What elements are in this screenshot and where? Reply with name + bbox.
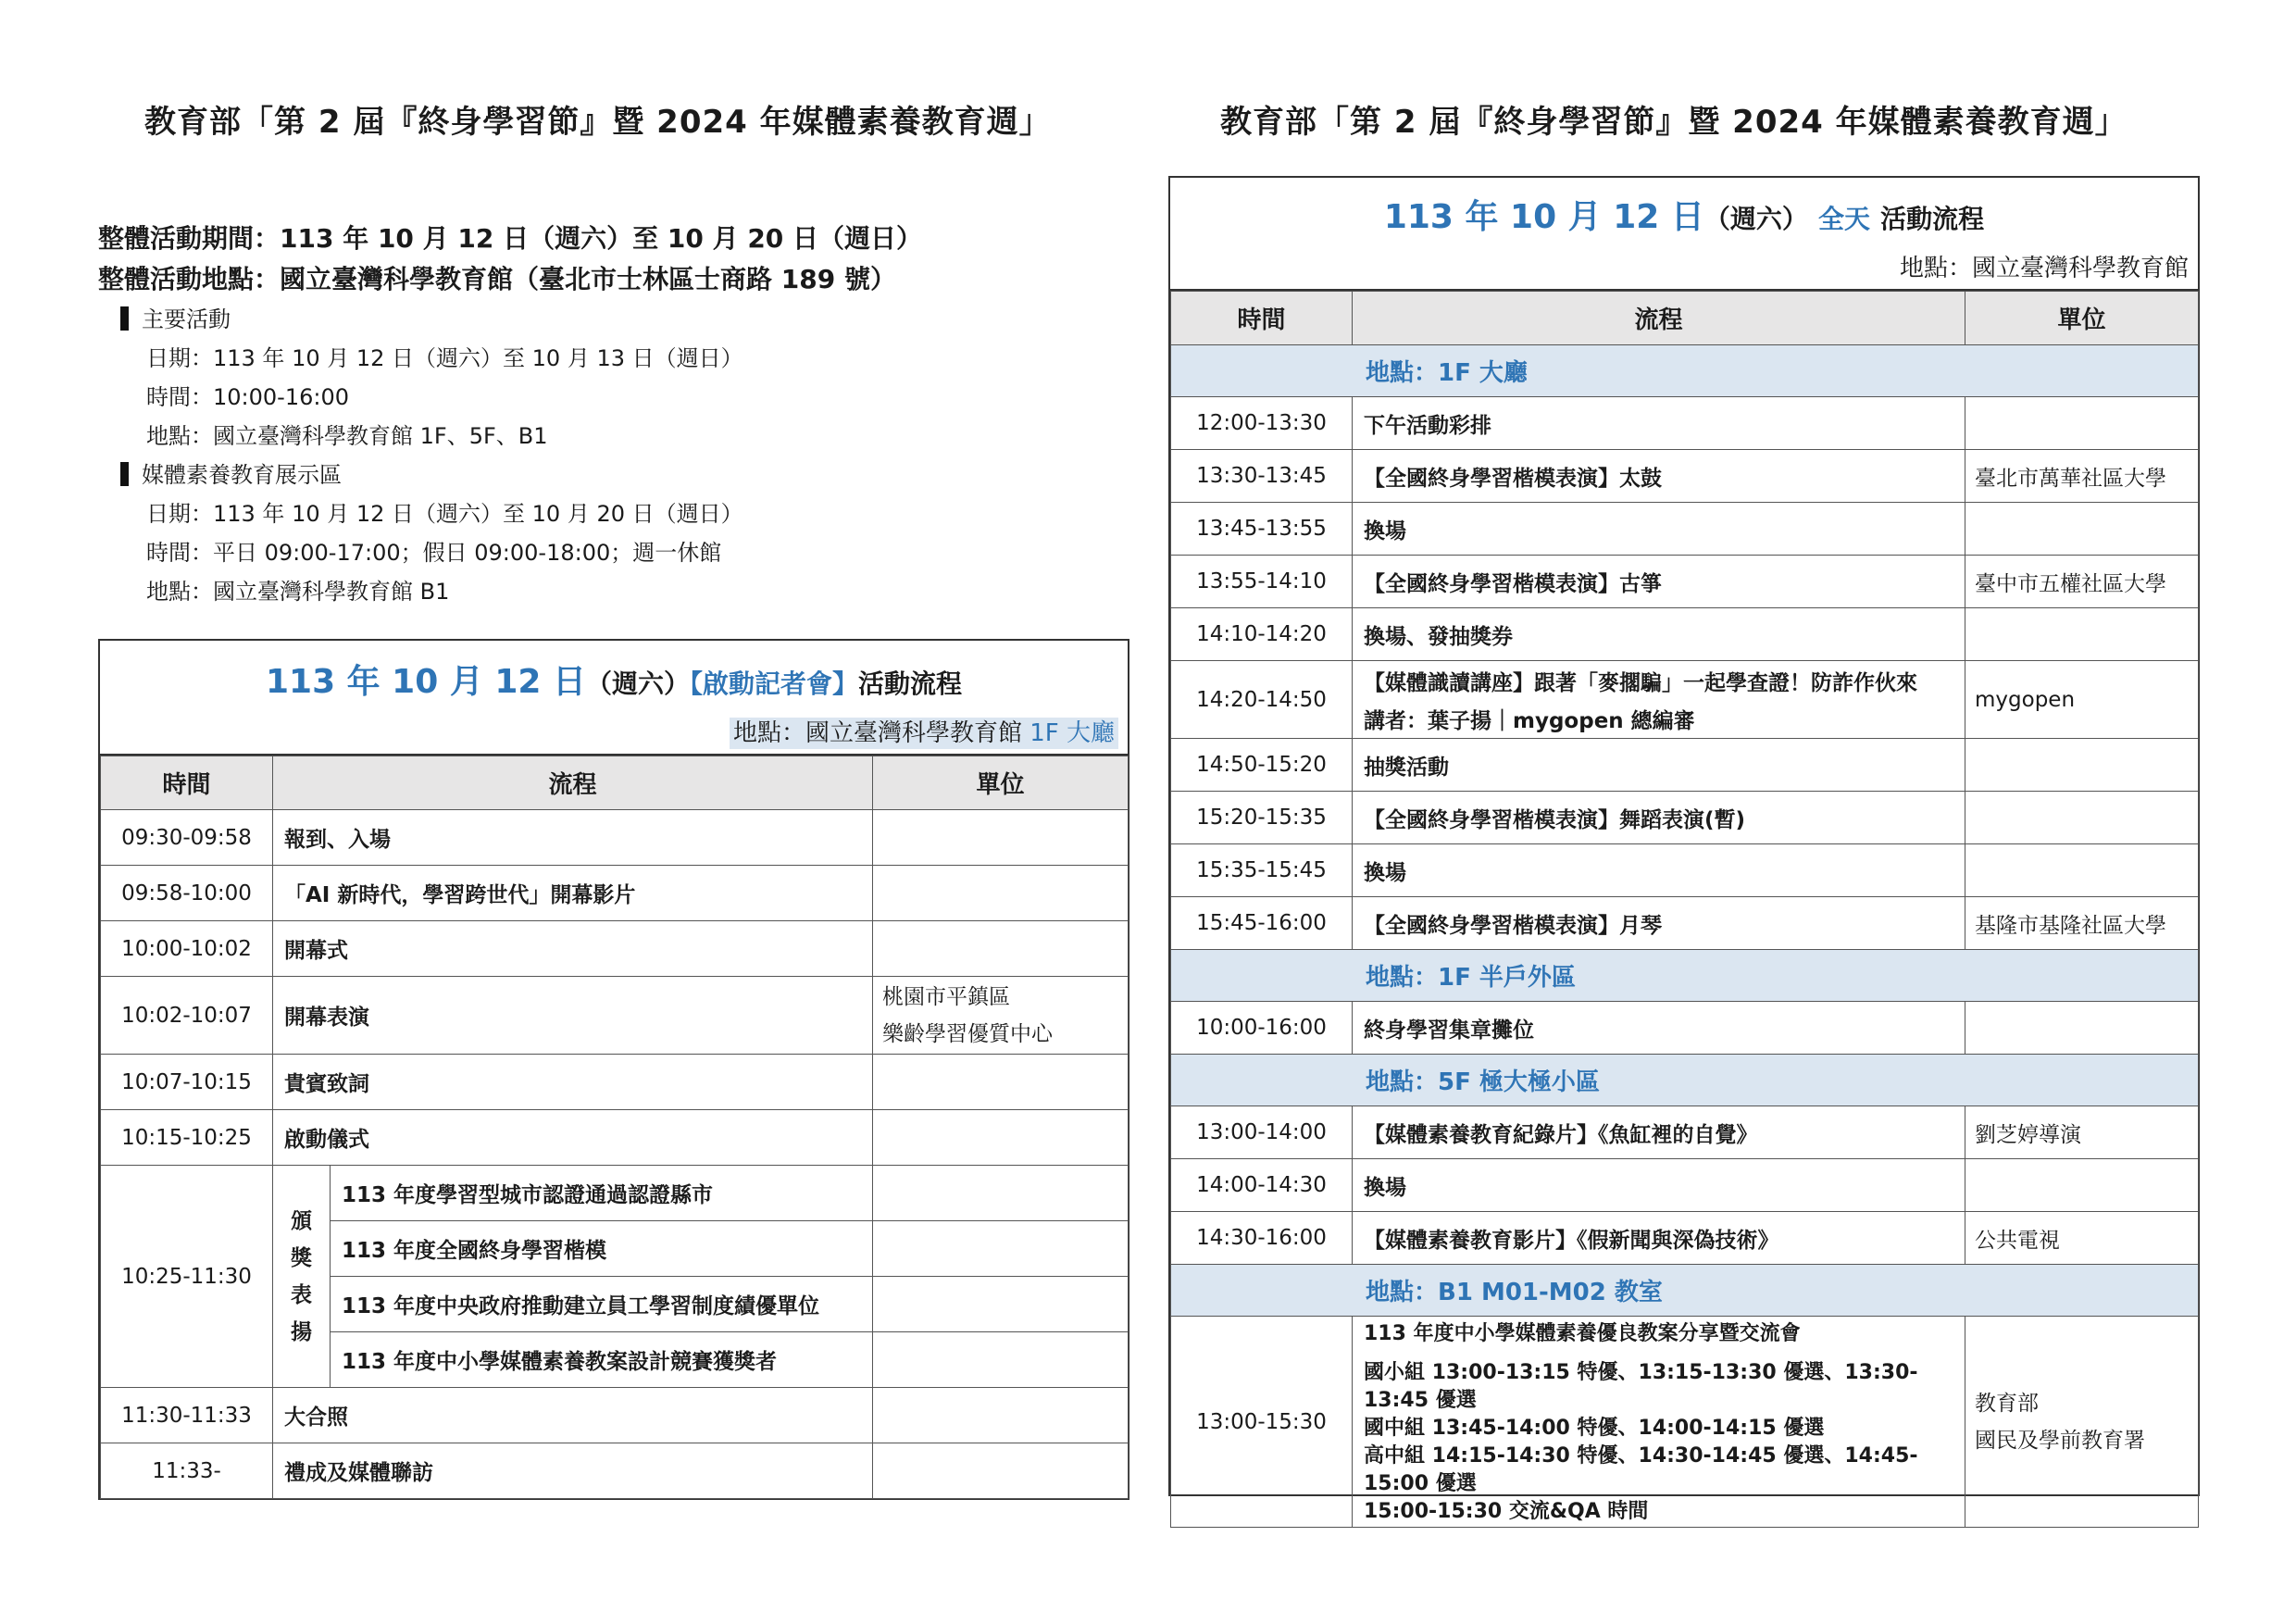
table-cell (873, 921, 1129, 977)
table-cell: 換場 (1353, 503, 1965, 556)
table-cell: 13:45-13:55 (1171, 503, 1353, 556)
table-cell: 14:10-14:20 (1171, 608, 1353, 661)
table-cell: 【全國終身學習楷模表演】月琴 (1353, 897, 1965, 950)
table-cell: 貴賓致詞 (273, 1055, 873, 1110)
award-row (101, 1166, 1129, 1221)
table-cell: 換場 (1353, 844, 1965, 897)
table-cell: 臺中市五權社區大學 (1965, 556, 2199, 608)
table-cell: 禮成及媒體聯訪 (273, 1443, 873, 1499)
col-flow: 流程 (1353, 292, 1965, 345)
table-row (101, 921, 1129, 977)
table-row (1171, 739, 2199, 792)
table-cell (873, 1332, 1129, 1388)
workshop-line: 國小組 13:00-13:15 特優、13:15-13:30 優選、13:30-13:45 優選 (1364, 1361, 1918, 1412)
table-cell: 基隆市基隆社區大學 (1965, 897, 2199, 950)
schedule-header (1170, 178, 2198, 291)
table-cell (873, 1110, 1129, 1166)
workshop-line: 國中組 13:45-14:00 特優、14:00-14:15 優選 (1364, 1417, 1825, 1440)
table-cell: 10:07-10:15 (101, 1055, 273, 1110)
col-unit: 單位 (1965, 292, 2199, 345)
press-conference-schedule (98, 639, 1129, 1500)
table-cell: 換場 (1353, 1159, 1965, 1212)
award-label: 頒 獎 表 揚 (273, 1166, 331, 1388)
table-cell: 10:00-16:00 (1171, 1002, 1353, 1055)
table-cell: 大合照 (273, 1388, 873, 1443)
table-cell: 113 年度全國終身學習楷模 (331, 1221, 873, 1277)
table-cell: 113 年度中央政府推動建立員工學習制度績優單位 (331, 1277, 873, 1332)
table-cell: 抽獎活動 (1353, 739, 1965, 792)
table-cell: 15:35-15:45 (1171, 844, 1353, 897)
table-cell: 報到、入場 (273, 810, 873, 866)
table-cell: 13:55-14:10 (1171, 556, 1353, 608)
table-cell: 地點：1F 半戶外區 (1171, 950, 2199, 1002)
col-flow: 流程 (273, 756, 873, 810)
table-cell: 14:00-14:30 (1171, 1159, 1353, 1212)
table-cell: 地點：1F 大廳 (1171, 345, 2199, 397)
col-unit: 單位 (873, 756, 1129, 810)
info-line: 日期：113 年 10 月 12 日（週六）至 10 月 20 日（週日） (146, 501, 743, 527)
table-cell: 啟動儀式 (273, 1110, 873, 1166)
section-heading-main: 主要活動 (98, 300, 1117, 339)
table-row (101, 1443, 1129, 1499)
table-cell: 09:30-09:58 (101, 810, 273, 866)
table-cell: 【媒體素養教育紀錄片】《魚缸裡的自覺》 (1353, 1106, 1965, 1159)
table-cell: 【全國終身學習楷模表演】太鼓 (1353, 450, 1965, 503)
info-line: 時間：平日 09:00-17:00；假日 09:00-18:00；週一休館 (146, 540, 722, 566)
table-cell: 【全國終身學習楷模表演】古箏 (1353, 556, 1965, 608)
table-row (1171, 503, 2199, 556)
table-row (1171, 1002, 2199, 1055)
lecture-row (1171, 661, 2199, 739)
table-cell: 地點：5F 極大極小區 (1171, 1055, 2199, 1106)
table-row (1171, 1212, 2199, 1265)
table-row (1171, 792, 2199, 844)
table-cell (1965, 1159, 2199, 1212)
event-venue: 整體活動地點：國立臺灣科學教育館（臺北市士林區士商路 189 號） (98, 264, 896, 294)
schedule-table (1170, 291, 2199, 1528)
table-cell: 公共電視 (1965, 1212, 2199, 1265)
table-cell: 10:25-11:30 (101, 1166, 273, 1388)
table-row (1171, 397, 2199, 450)
table-cell: 09:58-10:00 (101, 866, 273, 921)
table-cell: 14:50-15:20 (1171, 739, 1353, 792)
all-day-schedule (1168, 176, 2200, 1523)
table-cell: 10:02-10:07 (101, 977, 273, 1055)
table-cell: 14:30-16:00 (1171, 1212, 1353, 1265)
bullet-bar-icon (120, 306, 129, 331)
table-cell (1965, 503, 2199, 556)
table-cell (1965, 1002, 2199, 1055)
table-row (1171, 556, 2199, 608)
table-cell (1965, 739, 2199, 792)
table-cell: 地點：B1 M01-M02 教室 (1171, 1265, 2199, 1317)
table-cell: 換場、發抽獎券 (1353, 608, 1965, 661)
table-row (1171, 897, 2199, 950)
table-row (101, 1388, 1129, 1443)
table-cell: 11:30-11:33 (101, 1388, 273, 1443)
table-cell (873, 810, 1129, 866)
info-line: 日期：113 年 10 月 12 日（週六）至 10 月 13 日（週日） (146, 345, 743, 371)
workshop-row (1171, 1317, 2199, 1528)
table-row (101, 977, 1129, 1055)
workshop-line: 高中組 14:15-14:30 特優、14:30-14:45 優選、14:45-15:00 優選 (1364, 1444, 1918, 1495)
table-cell: 教育部 國民及學前教育署 (1965, 1317, 2199, 1528)
table-row (101, 810, 1129, 866)
table-cell (1965, 608, 2199, 661)
table-row (1171, 608, 2199, 661)
table-cell (1965, 397, 2199, 450)
bullet-bar-icon (120, 462, 129, 486)
table-row (101, 1110, 1129, 1166)
table-cell: 15:45-16:00 (1171, 897, 1353, 950)
table-cell: 11:33- (101, 1443, 273, 1499)
table-cell (1353, 1317, 1965, 1528)
info-line: 地點：國立臺灣科學教育館 1F、5F、B1 (146, 423, 548, 449)
event-info (98, 219, 1117, 611)
table-header-row (1171, 292, 2199, 345)
schedule-header (100, 641, 1128, 756)
schedule-location: 地點：國立臺灣科學教育館 (1899, 255, 2189, 282)
table-cell: 【全國終身學習楷模表演】舞蹈表演(暫) (1353, 792, 1965, 844)
table-cell (873, 1221, 1129, 1277)
table-cell: 13:00-15:30 (1171, 1317, 1353, 1528)
left-page-title: 教育部「第 2 屆『終身學習節』暨 2024 年媒體素養教育週」 (144, 104, 1052, 141)
table-cell: 桃園市平鎮區 樂齡學習優質中心 (873, 977, 1129, 1055)
col-time: 時間 (1171, 292, 1353, 345)
table-cell: 10:00-10:02 (101, 921, 273, 977)
table-row (101, 866, 1129, 921)
schedule-table (100, 756, 1129, 1499)
schedule-title: 113 年 10 月 12 日（週六） 全天 活動流程 (1383, 198, 1985, 236)
table-cell (1965, 792, 2199, 844)
table-cell (873, 1166, 1129, 1221)
table-row (1171, 1106, 2199, 1159)
table-cell: 臺北市萬華社區大學 (1965, 450, 2199, 503)
table-cell: 113 年度學習型城市認證通過認證縣市 (331, 1166, 873, 1221)
table-cell: 15:20-15:35 (1171, 792, 1353, 844)
table-row (1171, 450, 2199, 503)
table-cell: 開幕表演 (273, 977, 873, 1055)
workshop-title: 113 年度中小學媒體素養優良教案分享暨交流會 (1364, 1322, 1801, 1345)
table-cell: 終身學習集章攤位 (1353, 1002, 1965, 1055)
location-row (1171, 950, 2199, 1002)
location-row (1171, 1265, 2199, 1317)
table-cell: 12:00-13:30 (1171, 397, 1353, 450)
table-cell (873, 1277, 1129, 1332)
table-cell (873, 1055, 1129, 1110)
table-cell (873, 1388, 1129, 1443)
schedule-location: 地點：國立臺灣科學教育館 1F 大廳 (730, 714, 1118, 748)
table-cell: 開幕式 (273, 921, 873, 977)
info-line: 地點：國立臺灣科學教育館 B1 (146, 579, 450, 605)
table-cell: 【媒體識讀講座】跟著「麥擱騙」一起學查證！防詐作伙來 講者：葉子揚｜mygopen 總編審 (1353, 661, 1965, 739)
table-row (101, 1055, 1129, 1110)
table-cell (873, 1443, 1129, 1499)
right-page-title: 教育部「第 2 屆『終身學習節』暨 2024 年媒體素養教育週」 (1220, 104, 2128, 141)
location-row (1171, 1055, 2199, 1106)
table-cell (873, 866, 1129, 921)
table-cell: mygopen (1965, 661, 2199, 739)
workshop-line: 15:00-15:30 交流&QA 時間 (1364, 1500, 1649, 1523)
table-cell: 下午活動彩排 (1353, 397, 1965, 450)
section-heading-exhibit: 媒體素養教育展示區 (98, 456, 1117, 494)
table-cell: 13:00-14:00 (1171, 1106, 1353, 1159)
table-cell: 14:20-14:50 (1171, 661, 1353, 739)
table-row (1171, 844, 2199, 897)
table-cell (1965, 844, 2199, 897)
info-line: 時間：10:00-16:00 (146, 384, 349, 410)
event-period: 整體活動期間：113 年 10 月 12 日（週六）至 10 月 20 日（週日） (98, 223, 923, 254)
location-row (1171, 345, 2199, 397)
table-cell: 13:30-13:45 (1171, 450, 1353, 503)
schedule-title: 113 年 10 月 12 日（週六）【啟動記者會】活動流程 (265, 663, 963, 701)
table-cell: 劉芝婷導演 (1965, 1106, 2199, 1159)
table-cell: 「AI 新時代，學習跨世代」開幕影片 (273, 866, 873, 921)
table-row (1171, 1159, 2199, 1212)
table-cell: 113 年度中小學媒體素養教案設計競賽獲獎者 (331, 1332, 873, 1388)
table-header-row (101, 756, 1129, 810)
table-cell: 10:15-10:25 (101, 1110, 273, 1166)
col-time: 時間 (101, 756, 273, 810)
table-cell: 【媒體素養教育影片】《假新聞與深偽技術》 (1353, 1212, 1965, 1265)
